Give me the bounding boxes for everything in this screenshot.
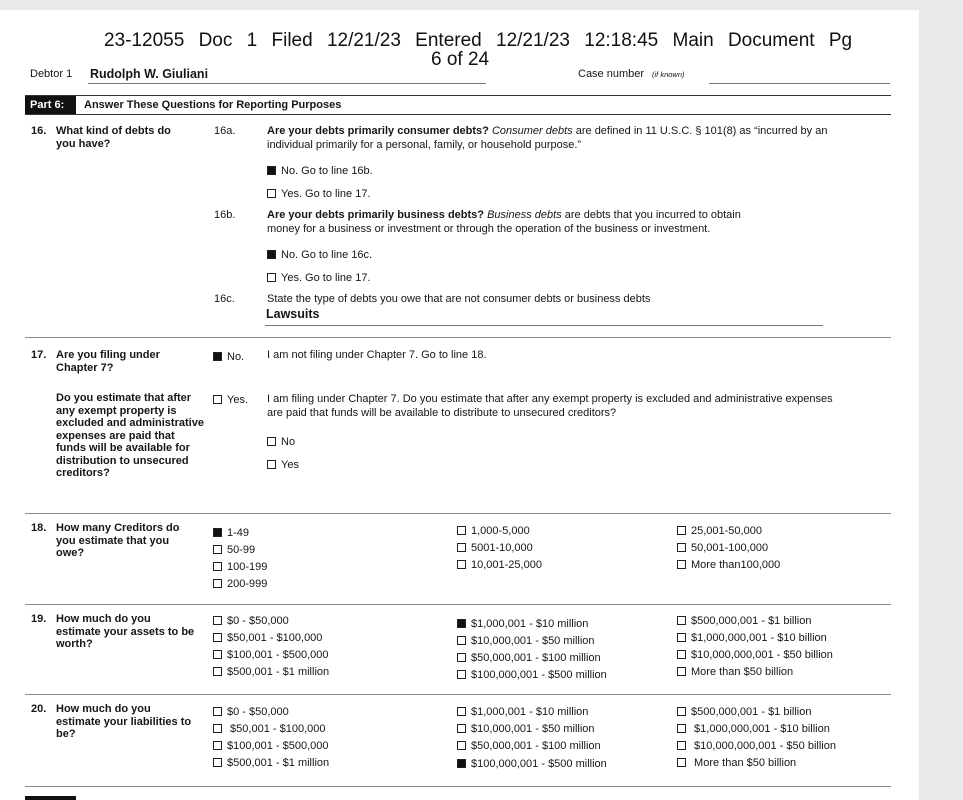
q19-checkbox[interactable] (457, 619, 466, 628)
q20-option-text: $1,000,001 - $10 million (471, 706, 589, 718)
q20-option-text: More than $50 billion (691, 757, 797, 769)
q17-option-no[interactable] (213, 351, 244, 363)
q18-checkbox[interactable] (213, 579, 222, 588)
q20-option[interactable] (677, 740, 836, 752)
q20-checkbox[interactable] (457, 759, 466, 768)
q19-option[interactable] (457, 652, 601, 664)
q17-funds-yes-text: Yes (281, 459, 299, 471)
q20-option-text: $100,000,001 - $500 million (471, 758, 607, 770)
q19-checkbox[interactable] (677, 633, 686, 642)
q18-checkbox[interactable] (457, 526, 466, 535)
q18-option[interactable] (457, 559, 542, 571)
q19-option[interactable] (677, 666, 793, 678)
q17-yes-checkbox[interactable] (213, 395, 222, 404)
q17-yes-text-line2: are paid that funds will be available to distribute to unsecured creditors? (267, 407, 617, 419)
q18-option[interactable] (677, 542, 768, 554)
q17-funds-option-yes[interactable] (267, 459, 299, 471)
q16a-question-rest1: are defined in 11 U.S.C. § 101(8) as “incurred by an (575, 125, 828, 137)
q20-option-text: $50,001 - $100,000 (227, 723, 326, 735)
q16a-question-line1 (267, 125, 827, 138)
q18-option-text: 25,001-50,000 (691, 525, 762, 537)
page-number: 6 of 24 (431, 49, 490, 70)
q20-divider (25, 786, 891, 787)
q19-checkbox[interactable] (677, 650, 686, 659)
q16a-question-italic: Consumer debts (491, 125, 573, 137)
q17-no-text: I am not filing under Chapter 7. Go to line 18. (267, 349, 487, 361)
q20-checkbox[interactable] (677, 707, 686, 716)
q18-option-text: 50,001-100,000 (691, 542, 769, 554)
q18-option[interactable] (457, 525, 530, 537)
q17-funds-no-text: No (281, 436, 296, 448)
q19-option[interactable] (677, 632, 827, 644)
q18-label: How many Creditors do you estimate that you owe? (56, 522, 180, 559)
q19-option[interactable] (457, 669, 607, 681)
q19-checkbox[interactable] (457, 670, 466, 679)
q20-option[interactable] (457, 706, 588, 718)
q20-option-text: $500,001 - $1 million (227, 757, 330, 769)
q20-option[interactable] (213, 757, 329, 769)
q19-option-text: $50,001 - $100,000 (227, 632, 323, 644)
q19-checkbox[interactable] (213, 633, 222, 642)
q19-divider (25, 694, 891, 695)
q20-option-text: $10,000,000,001 - $50 billion (691, 740, 836, 752)
q18-option[interactable] (213, 544, 255, 556)
q18-divider (25, 604, 891, 605)
q20-label: How much do you estimate your liabilities to be? (56, 703, 192, 740)
q18-option-text: 50-99 (227, 544, 256, 556)
part-top-rule (25, 95, 891, 96)
q18-option-text: 1-49 (227, 527, 250, 539)
case-number-hint: (if known) (652, 70, 685, 79)
q20-checkbox[interactable] (213, 758, 222, 767)
q17-funds-yes-checkbox[interactable] (267, 460, 276, 469)
q20-option-text: $10,000,001 - $50 million (471, 723, 595, 735)
q19-option[interactable] (213, 632, 322, 644)
debtor-label: Debtor 1 (30, 68, 73, 80)
q20-option[interactable] (677, 706, 811, 718)
q20-checkbox[interactable] (457, 741, 466, 750)
q16a-yes-checkbox[interactable] (267, 189, 276, 198)
q16a-option-no[interactable] (267, 165, 373, 177)
q20-option[interactable] (457, 740, 601, 752)
q16b-yes-checkbox[interactable] (267, 273, 276, 282)
q19-checkbox[interactable] (457, 653, 466, 662)
q17-funds-no-checkbox[interactable] (267, 437, 276, 446)
q17-funds-option-no[interactable] (267, 436, 295, 448)
document-page (0, 10, 919, 800)
q16b-id: 16b. (214, 209, 236, 221)
q16b-yes-text: Yes. Go to line 17. (281, 272, 371, 284)
q19-option-text: $100,001 - $500,000 (227, 649, 329, 661)
q20-checkbox[interactable] (213, 707, 222, 716)
q16b-option-no[interactable] (267, 249, 372, 261)
q16c-question: State the type of debts you owe that are not consumer debts or business debts (267, 293, 651, 305)
q20-option[interactable] (213, 706, 289, 718)
q16b-no-text: No. Go to line 16c. (281, 249, 373, 261)
q20-option-text: $0 - $50,000 (227, 706, 289, 718)
q18-number: 18. (31, 522, 47, 534)
q17-yes-text-line1: I am filing under Chapter 7. Do you estimate that after any exempt property is excluded and administrative expenses (267, 393, 833, 405)
q19-checkbox[interactable] (457, 636, 466, 645)
q18-option-text: 10,001-25,000 (471, 559, 542, 571)
q20-checkbox[interactable] (457, 707, 466, 716)
q18-option[interactable] (213, 561, 267, 573)
q19-checkbox[interactable] (677, 667, 686, 676)
q19-checkbox[interactable] (213, 650, 222, 659)
q20-checkbox[interactable] (677, 724, 686, 733)
q16c-answer[interactable]: Lawsuits (266, 307, 320, 321)
q19-option-text: $0 - $50,000 (227, 615, 289, 627)
q19-number: 19. (31, 613, 47, 625)
q16a-id: 16a. (214, 125, 236, 137)
q18-checkbox[interactable] (677, 543, 686, 552)
q18-option[interactable] (213, 527, 249, 539)
q18-checkbox[interactable] (457, 543, 466, 552)
q19-option[interactable] (213, 666, 329, 678)
case-number-line (709, 83, 890, 84)
q20-checkbox[interactable] (213, 741, 222, 750)
part-bottom-rule (25, 114, 891, 115)
case-number-label: Case number (578, 68, 645, 80)
q17-sub-label: Do you estimate that after any exempt property is excluded and administrative expenses are paid that funds will be available for distribution to unsecured creditors? (56, 392, 204, 479)
q16a-question-line2: individual primarily for a personal, family, or household purpose.” (267, 139, 582, 151)
part-title: Answer These Questions for Reporting Purposes (84, 99, 342, 111)
q17-label: Are you filing under Chapter 7? (56, 349, 160, 374)
case-header-line: 23-12055 Doc 1 Filed 12/21/23 Entered 12/21/23 12:18:45 Main Document Pg (104, 30, 853, 51)
q20-number: 20. (31, 703, 47, 715)
debtor-name: Rudolph W. Giuliani (90, 67, 209, 81)
q20-option-text: $1,000,000,001 - $10 billion (691, 723, 830, 735)
q20-option-text: $50,000,001 - $100 million (471, 740, 601, 752)
q16b-question-line1 (267, 209, 741, 222)
q20-checkbox[interactable] (213, 724, 222, 733)
q19-option-text: $1,000,001 - $10 million (471, 618, 589, 630)
q16b-question-italic: Business debts (487, 209, 562, 221)
q20-option[interactable] (457, 758, 607, 770)
q19-option[interactable] (457, 618, 588, 630)
q17-yes-label: Yes. (227, 394, 249, 406)
q19-option-text: $100,000,001 - $500 million (471, 669, 607, 681)
q16c-answer-line (265, 325, 823, 326)
q19-option[interactable] (457, 635, 595, 647)
q18-option[interactable] (677, 525, 762, 537)
q16-divider (25, 337, 891, 338)
q19-option[interactable] (213, 649, 329, 661)
q20-checkbox[interactable] (677, 741, 686, 750)
q19-option-text: $500,001 - $1 million (227, 666, 330, 678)
q20-checkbox[interactable] (457, 724, 466, 733)
q19-option[interactable] (213, 615, 289, 627)
q19-option-text: $50,000,001 - $100 million (471, 652, 601, 664)
q20-checkbox[interactable] (677, 758, 686, 767)
q16-number: 16. (31, 125, 47, 137)
q18-option-text: 100-199 (227, 561, 268, 573)
q19-option-text: $1,000,000,001 - $10 billion (691, 632, 827, 644)
q19-option-text: $10,000,001 - $50 million (471, 635, 595, 647)
q20-option-text: $100,001 - $500,000 (227, 740, 329, 752)
q16b-question-line2: money for a business or investment or through the operation of the business or investment. (267, 223, 711, 235)
q16-label: What kind of debts do you have? (56, 125, 171, 150)
q19-checkbox[interactable] (677, 616, 686, 625)
q18-option-text: More than100,000 (691, 559, 781, 571)
q16a-yes-text: Yes. Go to line 17. (281, 188, 371, 200)
q16a-question-bold: Are your debts primarily consumer debts? (267, 125, 489, 137)
q19-checkbox[interactable] (213, 616, 222, 625)
q16b-question-rest1: are debts that you incurred to obtain (564, 209, 741, 221)
q16a-no-text: No. Go to line 16b. (281, 165, 373, 177)
q17-no-checkbox[interactable] (213, 352, 222, 361)
q20-option[interactable] (457, 723, 595, 735)
q19-option-text: More than $50 billion (691, 666, 794, 678)
q16c-id: 16c. (214, 293, 235, 305)
q18-checkbox[interactable] (677, 526, 686, 535)
q17-no-label: No. (227, 351, 245, 363)
q16a-no-checkbox[interactable] (267, 166, 276, 175)
q18-checkbox[interactable] (213, 545, 222, 554)
q20-option[interactable] (213, 740, 329, 752)
q19-label: How much do you estimate your assets to be worth? (56, 613, 195, 650)
debtor-name-line (88, 83, 486, 84)
q20-option[interactable] (677, 757, 796, 769)
q19-option[interactable] (677, 649, 833, 661)
q18-checkbox[interactable] (457, 560, 466, 569)
q18-checkbox[interactable] (213, 562, 222, 571)
q20-option-text: $500,000,001 - $1 billion (691, 706, 812, 718)
q18-option[interactable] (677, 559, 780, 571)
q17-divider (25, 513, 891, 514)
q19-option-text: $500,000,001 - $1 billion (691, 615, 812, 627)
q20-option[interactable] (213, 723, 325, 735)
q18-option-text: 5001-10,000 (471, 542, 533, 554)
q19-option-text: $10,000,000,001 - $50 billion (691, 649, 833, 661)
q16a-option-yes[interactable] (267, 188, 371, 200)
q16b-option-yes[interactable] (267, 272, 371, 284)
q17-option-yes[interactable] (213, 394, 248, 406)
q18-checkbox[interactable] (213, 528, 222, 537)
next-part-tag (25, 796, 76, 800)
q17-number: 17. (31, 349, 47, 361)
q16b-question-bold: Are your debts primarily business debts? (267, 209, 485, 221)
q20-option[interactable] (677, 723, 830, 735)
part-tag: Part 6: (25, 96, 76, 114)
q18-option[interactable] (457, 542, 533, 554)
q19-checkbox[interactable] (213, 667, 222, 676)
q16b-no-checkbox[interactable] (267, 250, 276, 259)
q18-checkbox[interactable] (677, 560, 686, 569)
q19-option[interactable] (677, 615, 811, 627)
q18-option[interactable] (213, 578, 267, 590)
q18-option-text: 200-999 (227, 578, 268, 590)
q18-option-text: 1,000-5,000 (471, 525, 530, 537)
